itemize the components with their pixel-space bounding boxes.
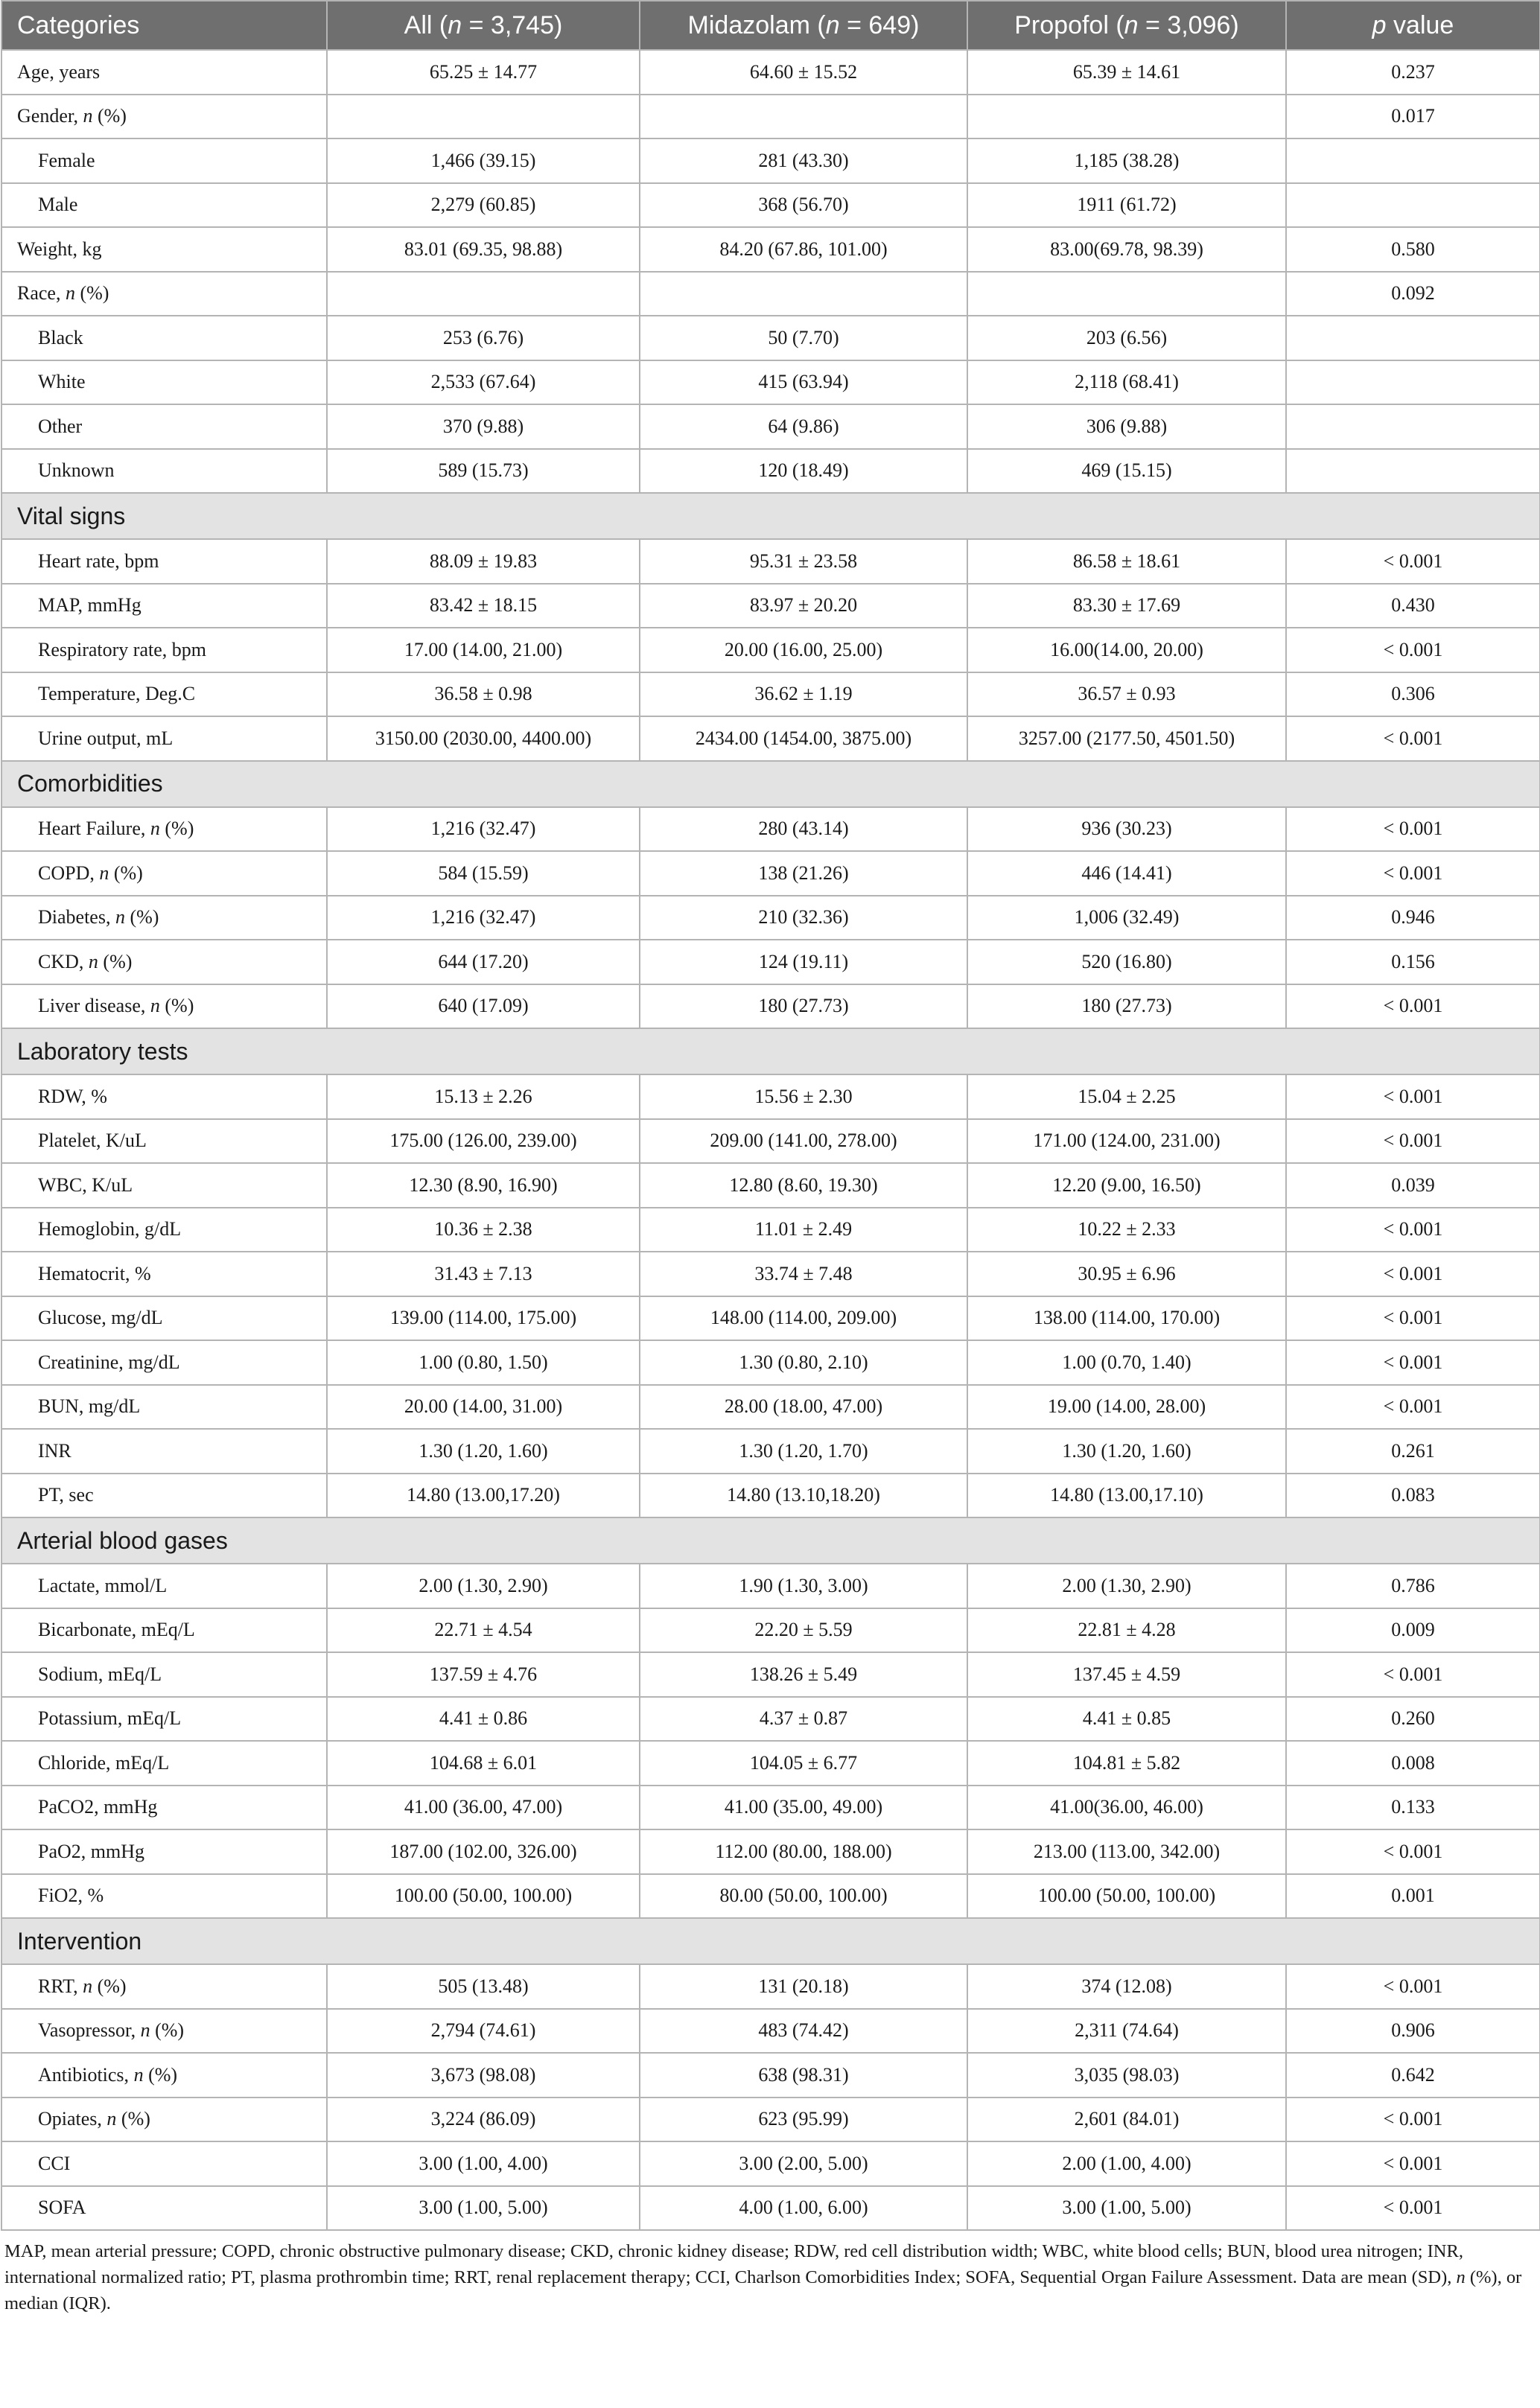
cell-all (327, 272, 640, 316)
cell-all: 584 (15.59) (327, 851, 640, 896)
cell-all: 88.09 ± 19.83 (327, 539, 640, 584)
cell-all: 65.25 ± 14.77 (327, 50, 640, 95)
table-row (1, 1208, 1540, 1252)
cell-all: 1,466 (39.15) (327, 138, 640, 183)
row-label: Heart rate, bpm (1, 539, 327, 584)
cell-all: 1.30 (1.20, 1.60) (327, 1429, 640, 1474)
cell-p-value: < 0.001 (1286, 2098, 1540, 2142)
cell-midazolam: 1.90 (1.30, 3.00) (640, 1564, 967, 1608)
row-label: Creatinine, mg/dL (1, 1340, 327, 1385)
table-row (1, 940, 1540, 984)
section-title: Laboratory tests (1, 1028, 1540, 1074)
cell-midazolam: 80.00 (50.00, 100.00) (640, 1874, 967, 1919)
table-row (1, 2053, 1540, 2098)
row-label: Male (1, 183, 327, 228)
table-row (1, 95, 1540, 139)
table-row (1, 1786, 1540, 1830)
table-row (1, 1874, 1540, 1919)
row-label: RRT, n (%) (1, 1964, 327, 2009)
cell-p-value: 0.786 (1286, 1564, 1540, 1608)
cell-p-value (1286, 360, 1540, 405)
table-row (1, 1474, 1540, 1518)
row-label: BUN, mg/dL (1, 1385, 327, 1430)
table-row (1, 584, 1540, 628)
cell-midazolam: 180 (27.73) (640, 984, 967, 1029)
cell-all: 14.80 (13.00,17.20) (327, 1474, 640, 1518)
section-header-row (1, 761, 1540, 807)
cell-all: 1.00 (0.80, 1.50) (327, 1340, 640, 1385)
cell-all: 3.00 (1.00, 5.00) (327, 2186, 640, 2231)
table-row (1, 1340, 1540, 1385)
cell-all: 12.30 (8.90, 16.90) (327, 1163, 640, 1208)
row-label: Age, years (1, 50, 327, 95)
cell-p-value (1286, 404, 1540, 449)
table-row (1, 984, 1540, 1029)
row-label: Lactate, mmol/L (1, 1564, 327, 1608)
cell-p-value: < 0.001 (1286, 628, 1540, 672)
section-title: Comorbidities (1, 761, 1540, 807)
cell-p-value: 0.009 (1286, 1608, 1540, 1653)
cell-p-value: < 0.001 (1286, 1252, 1540, 1296)
cell-p-value: < 0.001 (1286, 1296, 1540, 1341)
cell-midazolam: 112.00 (80.00, 188.00) (640, 1829, 967, 1874)
cell-all: 644 (17.20) (327, 940, 640, 984)
row-label: Diabetes, n (%) (1, 896, 327, 940)
table-row (1, 1429, 1540, 1474)
table-row (1, 1119, 1540, 1164)
row-label: Glucose, mg/dL (1, 1296, 327, 1341)
cell-propofol: 86.58 ± 18.61 (967, 539, 1286, 584)
cell-propofol: 446 (14.41) (967, 851, 1286, 896)
cell-midazolam: 1.30 (0.80, 2.10) (640, 1340, 967, 1385)
table-row (1, 716, 1540, 761)
cell-propofol: 1.00 (0.70, 1.40) (967, 1340, 1286, 1385)
cell-propofol: 520 (16.80) (967, 940, 1286, 984)
cell-midazolam: 64.60 ± 15.52 (640, 50, 967, 95)
row-label: Platelet, K/uL (1, 1119, 327, 1164)
row-label: WBC, K/uL (1, 1163, 327, 1208)
row-label: COPD, n (%) (1, 851, 327, 896)
cell-p-value (1286, 183, 1540, 228)
cell-midazolam: 20.00 (16.00, 25.00) (640, 628, 967, 672)
cell-all: 3.00 (1.00, 4.00) (327, 2141, 640, 2186)
table-row (1, 539, 1540, 584)
section-header-row (1, 493, 1540, 539)
table-row (1, 227, 1540, 272)
cell-all: 2,533 (67.64) (327, 360, 640, 405)
row-label: Vasopressor, n (%) (1, 2009, 327, 2054)
table-row (1, 1385, 1540, 1430)
row-label: CCI (1, 2141, 327, 2186)
cell-propofol: 100.00 (50.00, 100.00) (967, 1874, 1286, 1919)
cell-all: 4.41 ± 0.86 (327, 1697, 640, 1742)
cell-p-value: 0.008 (1286, 1741, 1540, 1786)
cell-all: 175.00 (126.00, 239.00) (327, 1119, 640, 1164)
row-label: PaO2, mmHg (1, 1829, 327, 1874)
table-row (1, 1296, 1540, 1341)
cell-p-value: 0.133 (1286, 1786, 1540, 1830)
row-label: Black (1, 316, 327, 360)
cell-p-value: < 0.001 (1286, 2141, 1540, 2186)
cell-midazolam: 95.31 ± 23.58 (640, 539, 967, 584)
cell-midazolam: 28.00 (18.00, 47.00) (640, 1385, 967, 1430)
cell-all: 83.42 ± 18.15 (327, 584, 640, 628)
cell-midazolam: 368 (56.70) (640, 183, 967, 228)
section-header-row (1, 1517, 1540, 1564)
cell-all: 3,673 (98.08) (327, 2053, 640, 2098)
table-row (1, 2009, 1540, 2054)
row-label: Respiratory rate, bpm (1, 628, 327, 672)
section-title: Arterial blood gases (1, 1517, 1540, 1564)
cell-propofol: 1911 (61.72) (967, 183, 1286, 228)
cell-propofol: 1,185 (38.28) (967, 138, 1286, 183)
cell-p-value: 0.017 (1286, 95, 1540, 139)
cell-all: 1,216 (32.47) (327, 807, 640, 852)
cell-propofol: 83.00(69.78, 98.39) (967, 227, 1286, 272)
cell-propofol: 65.39 ± 14.61 (967, 50, 1286, 95)
cell-midazolam: 138 (21.26) (640, 851, 967, 896)
row-label: SOFA (1, 2186, 327, 2231)
cell-propofol: 16.00(14.00, 20.00) (967, 628, 1286, 672)
cell-midazolam: 33.74 ± 7.48 (640, 1252, 967, 1296)
cell-propofol: 10.22 ± 2.33 (967, 1208, 1286, 1252)
table-row (1, 1652, 1540, 1697)
cell-p-value: 0.092 (1286, 272, 1540, 316)
cell-midazolam: 83.97 ± 20.20 (640, 584, 967, 628)
baseline-characteristics-table (1, 0, 1540, 2231)
row-label: Gender, n (%) (1, 95, 327, 139)
cell-p-value: < 0.001 (1286, 1119, 1540, 1164)
cell-p-value: < 0.001 (1286, 1652, 1540, 1697)
cell-p-value: < 0.001 (1286, 1385, 1540, 1430)
cell-midazolam: 124 (19.11) (640, 940, 967, 984)
cell-midazolam: 281 (43.30) (640, 138, 967, 183)
cell-midazolam: 209.00 (141.00, 278.00) (640, 1119, 967, 1164)
cell-all: 31.43 ± 7.13 (327, 1252, 640, 1296)
header-midazolam: Midazolam (n = 649) (640, 1, 967, 50)
cell-propofol: 14.80 (13.00,17.10) (967, 1474, 1286, 1518)
table-row (1, 183, 1540, 228)
cell-all: 15.13 ± 2.26 (327, 1074, 640, 1119)
section-title: Intervention (1, 1918, 1540, 1964)
table-row (1, 2141, 1540, 2186)
cell-midazolam: 84.20 (67.86, 101.00) (640, 227, 967, 272)
table-row (1, 50, 1540, 95)
cell-propofol: 213.00 (113.00, 342.00) (967, 1829, 1286, 1874)
cell-midazolam: 148.00 (114.00, 209.00) (640, 1296, 967, 1341)
cell-propofol: 2,311 (74.64) (967, 2009, 1286, 2054)
cell-all: 100.00 (50.00, 100.00) (327, 1874, 640, 1919)
cell-midazolam: 638 (98.31) (640, 2053, 967, 2098)
cell-p-value (1286, 449, 1540, 494)
table-footnote: MAP, mean arterial pressure; COPD, chronic obstructive pulmonary disease; CKD, chronic kidney disease; RDW, red cell distribution width; WBC, white blood cells; BUN, blood urea nitrogen; INR, international normalized ratio; PT, plasma prothrombin time; RRT, renal replacement therapy; CCI, Charlson Comorbidities Index; SOFA, Sequential Organ Failure Assessment. Data are mean (SD), n (%), or median (IQR). (4, 2241, 1522, 2313)
cell-midazolam: 12.80 (8.60, 19.30) (640, 1163, 967, 1208)
row-label: White (1, 360, 327, 405)
cell-midazolam (640, 272, 967, 316)
table-row (1, 1697, 1540, 1742)
cell-midazolam: 41.00 (35.00, 49.00) (640, 1786, 967, 1830)
table-row (1, 1964, 1540, 2009)
table-row (1, 138, 1540, 183)
cell-all: 41.00 (36.00, 47.00) (327, 1786, 640, 1830)
cell-all: 104.68 ± 6.01 (327, 1741, 640, 1786)
cell-all: 3,224 (86.09) (327, 2098, 640, 2142)
cell-p-value: 0.156 (1286, 940, 1540, 984)
cell-propofol: 41.00(36.00, 46.00) (967, 1786, 1286, 1830)
cell-p-value: < 0.001 (1286, 851, 1540, 896)
cell-all: 83.01 (69.35, 98.88) (327, 227, 640, 272)
row-label: Female (1, 138, 327, 183)
cell-propofol: 2.00 (1.30, 2.90) (967, 1564, 1286, 1608)
cell-midazolam: 2434.00 (1454.00, 3875.00) (640, 716, 967, 761)
cell-all: 253 (6.76) (327, 316, 640, 360)
cell-propofol: 83.30 ± 17.69 (967, 584, 1286, 628)
cell-p-value (1286, 138, 1540, 183)
cell-midazolam: 4.37 ± 0.87 (640, 1697, 967, 1742)
cell-p-value: 0.083 (1286, 1474, 1540, 1518)
table-row (1, 360, 1540, 405)
cell-midazolam: 64 (9.86) (640, 404, 967, 449)
cell-midazolam: 1.30 (1.20, 1.70) (640, 1429, 967, 1474)
table-row (1, 404, 1540, 449)
cell-midazolam: 36.62 ± 1.19 (640, 672, 967, 717)
cell-propofol: 36.57 ± 0.93 (967, 672, 1286, 717)
cell-all: 20.00 (14.00, 31.00) (327, 1385, 640, 1430)
cell-all: 640 (17.09) (327, 984, 640, 1029)
row-label: Race, n (%) (1, 272, 327, 316)
row-label: Weight, kg (1, 227, 327, 272)
cell-midazolam: 3.00 (2.00, 5.00) (640, 2141, 967, 2186)
table-row (1, 672, 1540, 717)
cell-all: 589 (15.73) (327, 449, 640, 494)
header-p-value: p value (1286, 1, 1540, 50)
row-label: Heart Failure, n (%) (1, 807, 327, 852)
cell-propofol: 30.95 ± 6.96 (967, 1252, 1286, 1296)
cell-all (327, 95, 640, 139)
section-title: Vital signs (1, 493, 1540, 539)
cell-propofol: 15.04 ± 2.25 (967, 1074, 1286, 1119)
cell-propofol: 469 (15.15) (967, 449, 1286, 494)
cell-all: 2,279 (60.85) (327, 183, 640, 228)
cell-p-value: < 0.001 (1286, 1340, 1540, 1385)
cell-all: 10.36 ± 2.38 (327, 1208, 640, 1252)
cell-all: 1,216 (32.47) (327, 896, 640, 940)
cell-p-value: < 0.001 (1286, 2186, 1540, 2231)
section-header-row (1, 1028, 1540, 1074)
cell-propofol: 22.81 ± 4.28 (967, 1608, 1286, 1653)
table-row (1, 851, 1540, 896)
cell-propofol: 3.00 (1.00, 5.00) (967, 2186, 1286, 2231)
cell-propofol: 19.00 (14.00, 28.00) (967, 1385, 1286, 1430)
cell-p-value: < 0.001 (1286, 984, 1540, 1029)
cell-propofol: 12.20 (9.00, 16.50) (967, 1163, 1286, 1208)
row-label: Unknown (1, 449, 327, 494)
cell-all: 187.00 (102.00, 326.00) (327, 1829, 640, 1874)
cell-midazolam: 15.56 ± 2.30 (640, 1074, 967, 1119)
table-row (1, 1608, 1540, 1653)
cell-p-value: < 0.001 (1286, 1074, 1540, 1119)
row-label: Antibiotics, n (%) (1, 2053, 327, 2098)
cell-propofol: 137.45 ± 4.59 (967, 1652, 1286, 1697)
cell-p-value: 0.260 (1286, 1697, 1540, 1742)
cell-p-value: < 0.001 (1286, 716, 1540, 761)
row-label: RDW, % (1, 1074, 327, 1119)
cell-propofol: 936 (30.23) (967, 807, 1286, 852)
table-row (1, 628, 1540, 672)
cell-propofol: 3257.00 (2177.50, 4501.50) (967, 716, 1286, 761)
cell-p-value: < 0.001 (1286, 1964, 1540, 2009)
cell-all: 505 (13.48) (327, 1964, 640, 2009)
header-row (1, 1, 1540, 50)
row-label: Hematocrit, % (1, 1252, 327, 1296)
table-row (1, 1564, 1540, 1608)
cell-midazolam: 11.01 ± 2.49 (640, 1208, 967, 1252)
cell-p-value: < 0.001 (1286, 807, 1540, 852)
section-header-row (1, 1918, 1540, 1964)
cell-p-value: 0.906 (1286, 2009, 1540, 2054)
row-label: PT, sec (1, 1474, 327, 1518)
cell-p-value: < 0.001 (1286, 1829, 1540, 1874)
cell-midazolam: 4.00 (1.00, 6.00) (640, 2186, 967, 2231)
cell-midazolam: 280 (43.14) (640, 807, 967, 852)
cell-midazolam: 131 (20.18) (640, 1964, 967, 2009)
cell-propofol: 306 (9.88) (967, 404, 1286, 449)
row-label: Bicarbonate, mEq/L (1, 1608, 327, 1653)
cell-propofol: 3,035 (98.03) (967, 2053, 1286, 2098)
cell-p-value: < 0.001 (1286, 1208, 1540, 1252)
cell-propofol: 1.30 (1.20, 1.60) (967, 1429, 1286, 1474)
cell-midazolam: 50 (7.70) (640, 316, 967, 360)
row-label: Chloride, mEq/L (1, 1741, 327, 1786)
cell-all: 17.00 (14.00, 21.00) (327, 628, 640, 672)
cell-midazolam: 623 (95.99) (640, 2098, 967, 2142)
cell-all: 2.00 (1.30, 2.90) (327, 1564, 640, 1608)
cell-midazolam: 22.20 ± 5.59 (640, 1608, 967, 1653)
cell-propofol: 2,601 (84.01) (967, 2098, 1286, 2142)
cell-propofol (967, 272, 1286, 316)
row-label: Opiates, n (%) (1, 2098, 327, 2142)
row-label: INR (1, 1429, 327, 1474)
cell-p-value: 0.580 (1286, 227, 1540, 272)
table-row (1, 316, 1540, 360)
row-label: Urine output, mL (1, 716, 327, 761)
cell-p-value: < 0.001 (1286, 539, 1540, 584)
cell-all: 2,794 (74.61) (327, 2009, 640, 2054)
cell-midazolam: 14.80 (13.10,18.20) (640, 1474, 967, 1518)
table-row (1, 1163, 1540, 1208)
cell-p-value: 0.642 (1286, 2053, 1540, 2098)
cell-midazolam: 138.26 ± 5.49 (640, 1652, 967, 1697)
cell-p-value: 0.261 (1286, 1429, 1540, 1474)
cell-propofol: 180 (27.73) (967, 984, 1286, 1029)
row-label: Sodium, mEq/L (1, 1652, 327, 1697)
header-propofol: Propofol (n = 3,096) (967, 1, 1286, 50)
row-label: FiO2, % (1, 1874, 327, 1919)
cell-all: 36.58 ± 0.98 (327, 672, 640, 717)
table-row (1, 1252, 1540, 1296)
cell-p-value: 0.237 (1286, 50, 1540, 95)
cell-propofol: 374 (12.08) (967, 1964, 1286, 2009)
cell-midazolam (640, 95, 967, 139)
cell-all: 22.71 ± 4.54 (327, 1608, 640, 1653)
header-all: All (n = 3,745) (327, 1, 640, 50)
cell-midazolam: 483 (74.42) (640, 2009, 967, 2054)
table-row (1, 272, 1540, 316)
row-label: MAP, mmHg (1, 584, 327, 628)
table-row (1, 807, 1540, 852)
row-label: Liver disease, n (%) (1, 984, 327, 1029)
cell-p-value: 0.001 (1286, 1874, 1540, 1919)
table-row (1, 1741, 1540, 1786)
table-row (1, 449, 1540, 494)
cell-midazolam: 415 (63.94) (640, 360, 967, 405)
cell-propofol: 4.41 ± 0.85 (967, 1697, 1286, 1742)
table-row (1, 1074, 1540, 1119)
row-label: PaCO2, mmHg (1, 1786, 327, 1830)
header-categories: Categories (1, 1, 327, 50)
cell-midazolam: 120 (18.49) (640, 449, 967, 494)
row-label: Hemoglobin, g/dL (1, 1208, 327, 1252)
row-label: Potassium, mEq/L (1, 1697, 327, 1742)
cell-all: 139.00 (114.00, 175.00) (327, 1296, 640, 1341)
row-label: Temperature, Deg.C (1, 672, 327, 717)
cell-propofol: 171.00 (124.00, 231.00) (967, 1119, 1286, 1164)
table-row (1, 896, 1540, 940)
row-label: CKD, n (%) (1, 940, 327, 984)
cell-all: 137.59 ± 4.76 (327, 1652, 640, 1697)
table-row (1, 2098, 1540, 2142)
cell-propofol: 138.00 (114.00, 170.00) (967, 1296, 1286, 1341)
cell-propofol: 203 (6.56) (967, 316, 1286, 360)
cell-propofol: 104.81 ± 5.82 (967, 1741, 1286, 1786)
cell-p-value: 0.039 (1286, 1163, 1540, 1208)
cell-propofol: 2.00 (1.00, 4.00) (967, 2141, 1286, 2186)
cell-p-value (1286, 316, 1540, 360)
cell-midazolam: 104.05 ± 6.77 (640, 1741, 967, 1786)
table-row (1, 1829, 1540, 1874)
table-row (1, 2186, 1540, 2231)
cell-all: 370 (9.88) (327, 404, 640, 449)
cell-propofol: 2,118 (68.41) (967, 360, 1286, 405)
cell-p-value: 0.306 (1286, 672, 1540, 717)
cell-propofol (967, 95, 1286, 139)
cell-propofol: 1,006 (32.49) (967, 896, 1286, 940)
cell-p-value: 0.946 (1286, 896, 1540, 940)
cell-midazolam: 210 (32.36) (640, 896, 967, 940)
cell-all: 3150.00 (2030.00, 4400.00) (327, 716, 640, 761)
cell-p-value: 0.430 (1286, 584, 1540, 628)
row-label: Other (1, 404, 327, 449)
